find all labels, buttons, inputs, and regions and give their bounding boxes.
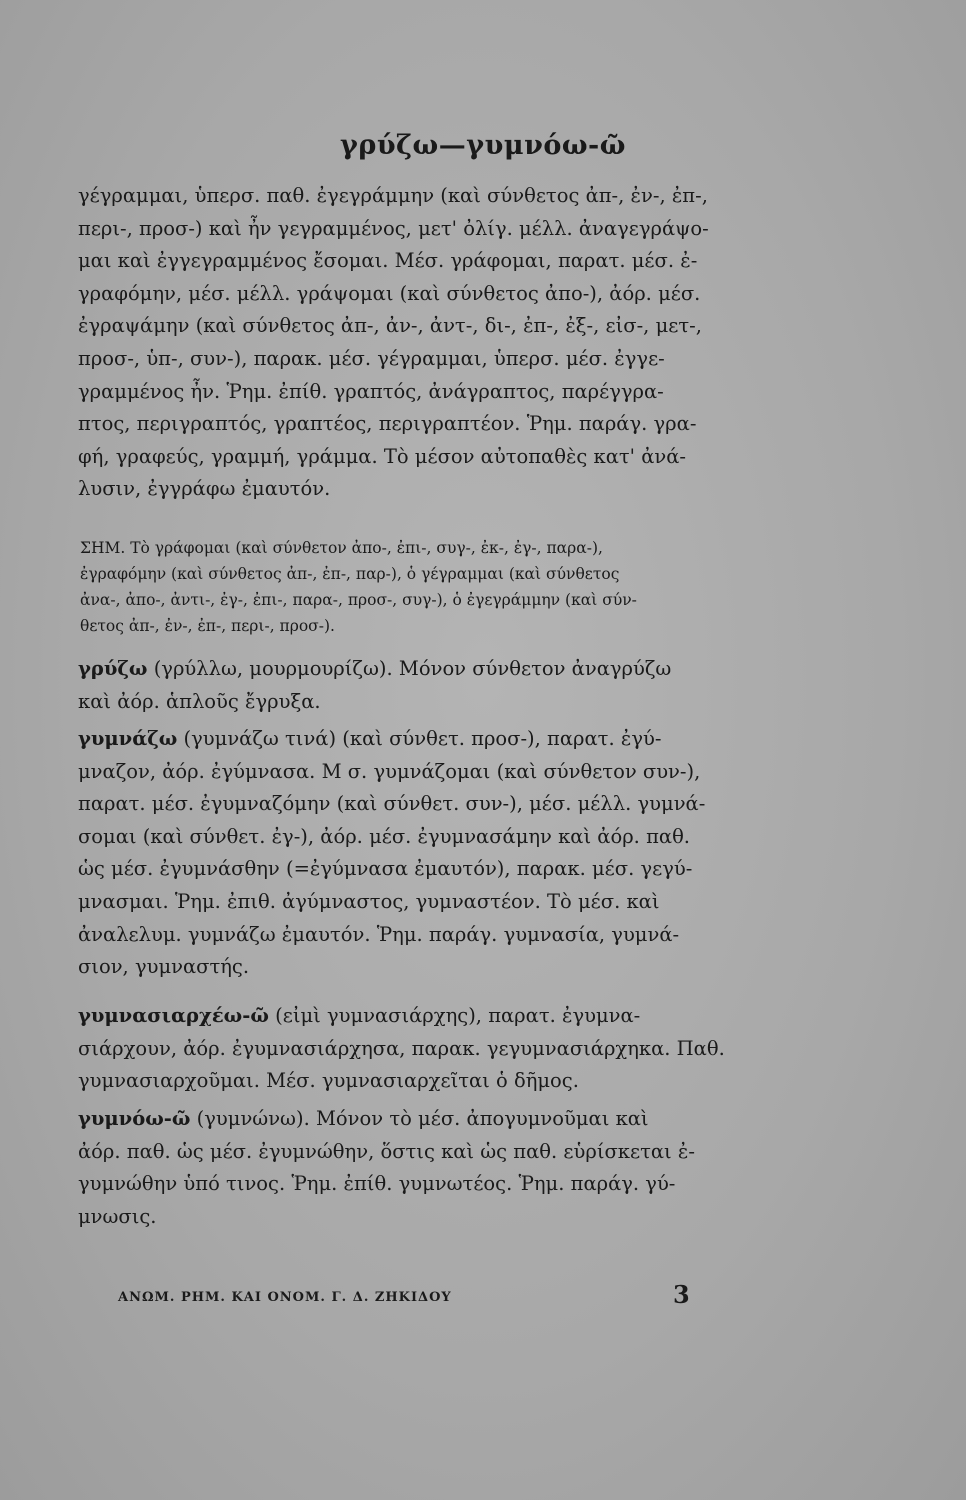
text-line: φή, γραφεύς, γραμμή, γράμμα. Τὸ μέσον αὐτοπαθὲς κατ' ἀνά- [78,444,687,468]
text-line: καὶ ἀόρ. ἁπλοῦς ἔγρυξα. [78,689,321,713]
text-line: μνωσις. [78,1204,157,1228]
text-line: ἀόρ. παθ. ὡς μέσ. ἐγυμνώθην, ὅστις καὶ ὡς παθ. εὑρίσκεται ἐ- [78,1139,695,1163]
text-line: πτος, περιγραπτός, γραπτέος, περιγραπτέον. Ῥημ. παράγ. γρα- [78,412,697,436]
text-line: γυμνασιαρχοῦμαι. Μέσ. γυμνασιαρχεῖται ὁ δῆμος. [78,1069,579,1093]
note-line: θετος ἀπ-, ἐν-, ἐπ-, περι-, προσ-). [80,617,335,635]
entry-headword: γυμνάζω [78,727,178,750]
text-line: γέγραμμαι, ὑπερσ. παθ. ἐγεγράμμην (καὶ σύνθετος ἀπ-, ἐν-, ἐπ-, [78,184,708,207]
note-block [80,535,770,639]
text-line: ἐγραψάμην (καὶ σύνθετος ἀπ-, ἀν-, ἀντ-, δι-, ἐπ-, ἐξ-, εἰσ-, μετ-, [78,314,702,338]
entry-text: (εἰμὶ γυμνασιάρχης), παρατ. ἐγυμνα- [275,1004,641,1027]
paragraph-graphoo [78,180,768,506]
entry-text: (γυμνάζω τινά) (καὶ σύνθετ. προσ-), παρατ. ἐγύ- [183,727,662,750]
text-line: ἀναλελυμ. γυμνάζω ἐμαυτόν. Ῥημ. παράγ. γυμνασία, γυμνά- [78,922,680,946]
entry-headword: γυμνασιαρχέω-ῶ [78,1004,269,1027]
entry-headword: γυμνόω-ῶ [78,1107,191,1130]
entry-text: (γυμνώνω). Μόνον τὸ μέσ. ἀπογυμνοῦμαι καὶ [196,1107,649,1130]
text-line [78,653,768,686]
text-line [78,1103,768,1136]
entry-gymnazo [78,723,768,984]
note-line: ἀνα-, ἀπο-, ἀντι-, ἐγ-, ἐπι-, παρα-, προσ-, συγ-), ὁ ἐγεγράμμην (καὶ σύν- [80,591,637,609]
text-line: περι-, προσ-) καὶ ἦν γεγραμμένος, μετ' ὀλίγ. μέλλ. ἀναγεγράψο- [78,216,709,240]
entry-gryzo [78,653,768,718]
text-line: μνασμαι. Ῥημ. ἐπιθ. ἀγύμναστος, γυμναστέον. Τὸ μέσ. καὶ [78,889,660,913]
text-line: παρατ. μέσ. ἐγυμναζόμην (καὶ σύνθετ. συν-), μέσ. μέλλ. γυμνά- [78,792,706,816]
text-line: μναζον, ἀόρ. ἐγύμνασα. Μ σ. γυμνάζομαι (καὶ σύνθετον συν-), [78,759,701,783]
text-line: μαι καὶ ἐγγεγραμμένος ἔσομαι. Μέσ. γράφομαι, παρατ. μέσ. ἐ- [78,249,698,273]
note-line: ἐγραφόμην (καὶ σύνθετος ἀπ-, ἐπ-, παρ-), ὁ γέγραμμαι (καὶ σύνθετος [80,565,620,583]
entry-gymnasiarcheo [78,1000,768,1098]
text-line [78,1000,768,1033]
text-line: γραφόμην, μέσ. μέλλ. γράψομαι (καὶ σύνθετος ἀπο-), ἀόρ. μέσ. [78,281,701,305]
text-line: σιάρχουν, ἀόρ. ἐγυμνασιάρχησα, παρακ. γεγυμνασιάρχηκα. Παθ. [78,1036,725,1060]
text-line: σιον, γυμναστής. [78,955,250,979]
entry-gymnoo [78,1103,768,1233]
text-line: προσ-, ὑπ-, συν-), παρακ. μέσ. γέγραμμαι, ὑπερσ. μέσ. ἐγγε- [78,346,665,370]
text-line: γραμμένος ἦν. Ῥημ. ἐπίθ. γραπτός, ἀνάγραπτος, παρέγγρα- [78,379,664,403]
page-number: 3 [673,1280,690,1309]
text-line [78,723,768,756]
note-line: ΣΗΜ. Τὸ γράφομαι (καὶ σύνθετον ἀπο-, ἐπι-, συγ-, ἐκ-, ἐγ-, παρα-), [80,539,603,557]
footer-signature: ΑΝΩΜ. ΡΗΜ. ΚΑΙ ΟΝΟΜ. Γ. Δ. ΖΗΚΙΔΟΥ [118,1290,452,1305]
entry-text: (γρύλλω, μουρμουρίζω). Μόνον σύνθετον ἀναγρύζω [153,657,672,680]
text-line: λυσιν, ἐγγράφω ἐμαυτόν. [78,477,331,501]
entry-headword: γρύζω [78,657,148,680]
page-header: γρύζω—γυμνόω-ῶ [340,130,626,161]
text-line: γυμνώθην ὑπό τινος. Ῥημ. ἐπίθ. γυμνωτέος. Ῥημ. παράγ. γύ- [78,1172,676,1196]
text-line: ὡς μέσ. ἐγυμνάσθην (=ἐγύμνασα ἐμαυτόν), παρακ. μέσ. γεγύ- [78,857,693,881]
text-line: σομαι (καὶ σύνθετ. ἐγ-), ἀόρ. μέσ. ἐγυμνασάμην καὶ ἀόρ. παθ. [78,824,691,848]
